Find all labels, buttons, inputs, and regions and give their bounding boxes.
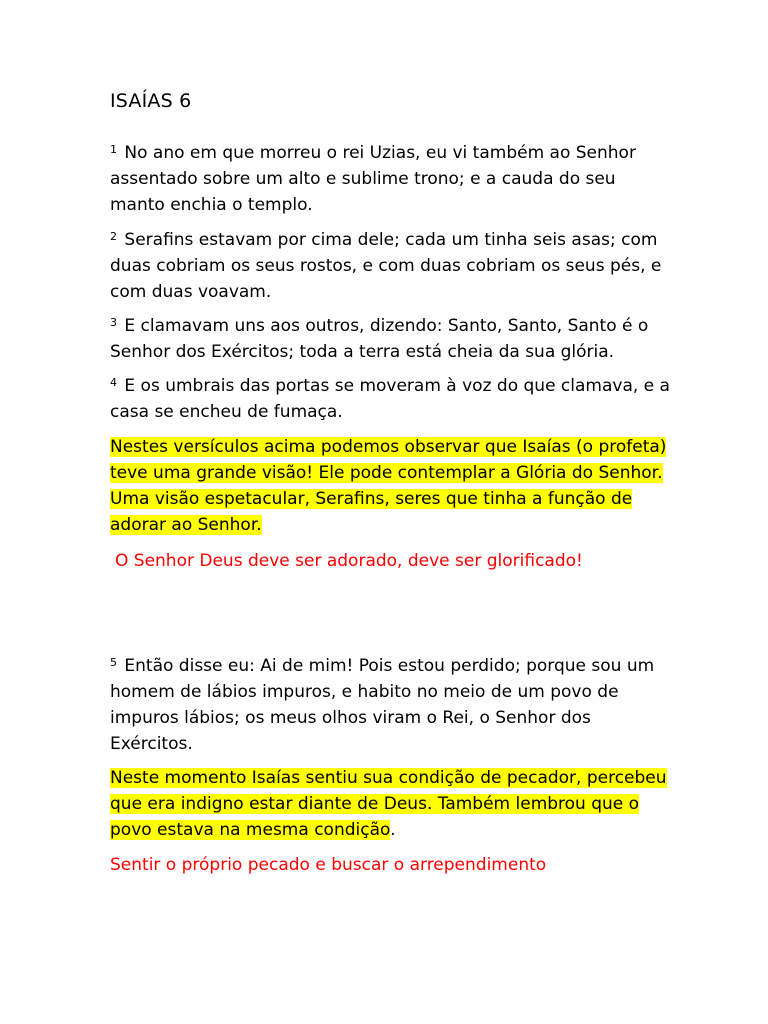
commentary-1-line bbox=[110, 460, 670, 486]
chapter-title: ISAÍAS 6 bbox=[110, 90, 192, 112]
commentary-1-line bbox=[110, 512, 670, 538]
verse-2-line-3: com duas voavam. bbox=[110, 282, 272, 302]
verse-1 bbox=[110, 140, 670, 218]
highlighted-text: povo estava na mesma condição bbox=[110, 820, 391, 840]
verse-5 bbox=[110, 653, 670, 757]
verse-4-line-1 bbox=[110, 373, 670, 399]
emphasis-1: O Senhor Deus deve ser adorado, deve ser glorificado! bbox=[115, 551, 583, 571]
verse-5-line-1 bbox=[110, 653, 670, 679]
verse-number: 3 bbox=[110, 316, 117, 329]
verse-3-line-2: Senhor dos Exércitos; toda a terra está cheia da sua glória. bbox=[110, 342, 615, 362]
verse-2 bbox=[110, 227, 670, 305]
highlighted-text: que era indigno estar diante de Deus. Também lembrou que o bbox=[110, 794, 640, 814]
highlighted-text: adorar ao Senhor. bbox=[110, 515, 262, 535]
verse-number: 1 bbox=[110, 143, 117, 156]
verse-text: Então disse eu: Ai de mim! Pois estou perdido; porque sou um bbox=[124, 656, 655, 676]
commentary-1-line bbox=[110, 434, 670, 460]
verse-5-line-4: Exércitos. bbox=[110, 734, 193, 754]
verse-number: 4 bbox=[110, 376, 117, 389]
verse-1-line-3: manto enchia o templo. bbox=[110, 195, 313, 215]
verse-text: E os umbrais das portas se moveram à voz do que clamava, e a bbox=[124, 376, 670, 396]
commentary-1 bbox=[110, 434, 670, 538]
verse-number: 2 bbox=[110, 230, 117, 243]
highlighted-text: Neste momento Isaías sentiu sua condição de pecador, percebeu bbox=[110, 768, 667, 788]
highlighted-text: teve uma grande visão! Ele pode contemplar a Glória do Senhor. bbox=[110, 463, 663, 483]
verse-text: Serafins estavam por cima dele; cada um tinha seis asas; com bbox=[124, 230, 658, 250]
commentary-1-line bbox=[110, 486, 670, 512]
highlighted-text: Uma visão espetacular, Serafins, seres que tinha a função de bbox=[110, 489, 633, 509]
verse-text: No ano em que morreu o rei Uzias, eu vi também ao Senhor bbox=[124, 143, 636, 163]
commentary-2-line bbox=[110, 791, 670, 817]
commentary-2-line bbox=[110, 765, 670, 791]
verse-1-line-2: assentado sobre um alto e sublime trono; e a cauda do seu bbox=[110, 169, 616, 189]
verse-3 bbox=[110, 313, 670, 365]
verse-4 bbox=[110, 373, 670, 425]
verse-2-line-2: duas cobriam os seus rostos, e com duas cobriam os seus pés, e bbox=[110, 256, 662, 276]
verse-5-line-3: impuros lábios; os meus olhos viram o Rei, o Senhor dos bbox=[110, 708, 591, 728]
verse-text: E clamavam uns aos outros, dizendo: Santo, Santo, Santo é o bbox=[124, 316, 649, 336]
commentary-2-line bbox=[110, 817, 670, 843]
verse-2-line-1 bbox=[110, 227, 670, 253]
verse-1-line-1 bbox=[110, 140, 670, 166]
emphasis-2: Sentir o próprio pecado e buscar o arrependimento bbox=[110, 855, 547, 875]
verse-5-line-2: homem de lábios impuros, e habito no meio de um povo de bbox=[110, 682, 619, 702]
verse-number: 5 bbox=[110, 656, 117, 669]
trailing-period: . bbox=[390, 820, 396, 840]
commentary-2 bbox=[110, 765, 670, 843]
verse-4-line-2: casa se encheu de fumaça. bbox=[110, 402, 343, 422]
highlighted-text: Nestes versículos acima podemos observar que Isaías (o profeta) bbox=[110, 437, 667, 457]
verse-3-line-1 bbox=[110, 313, 670, 339]
